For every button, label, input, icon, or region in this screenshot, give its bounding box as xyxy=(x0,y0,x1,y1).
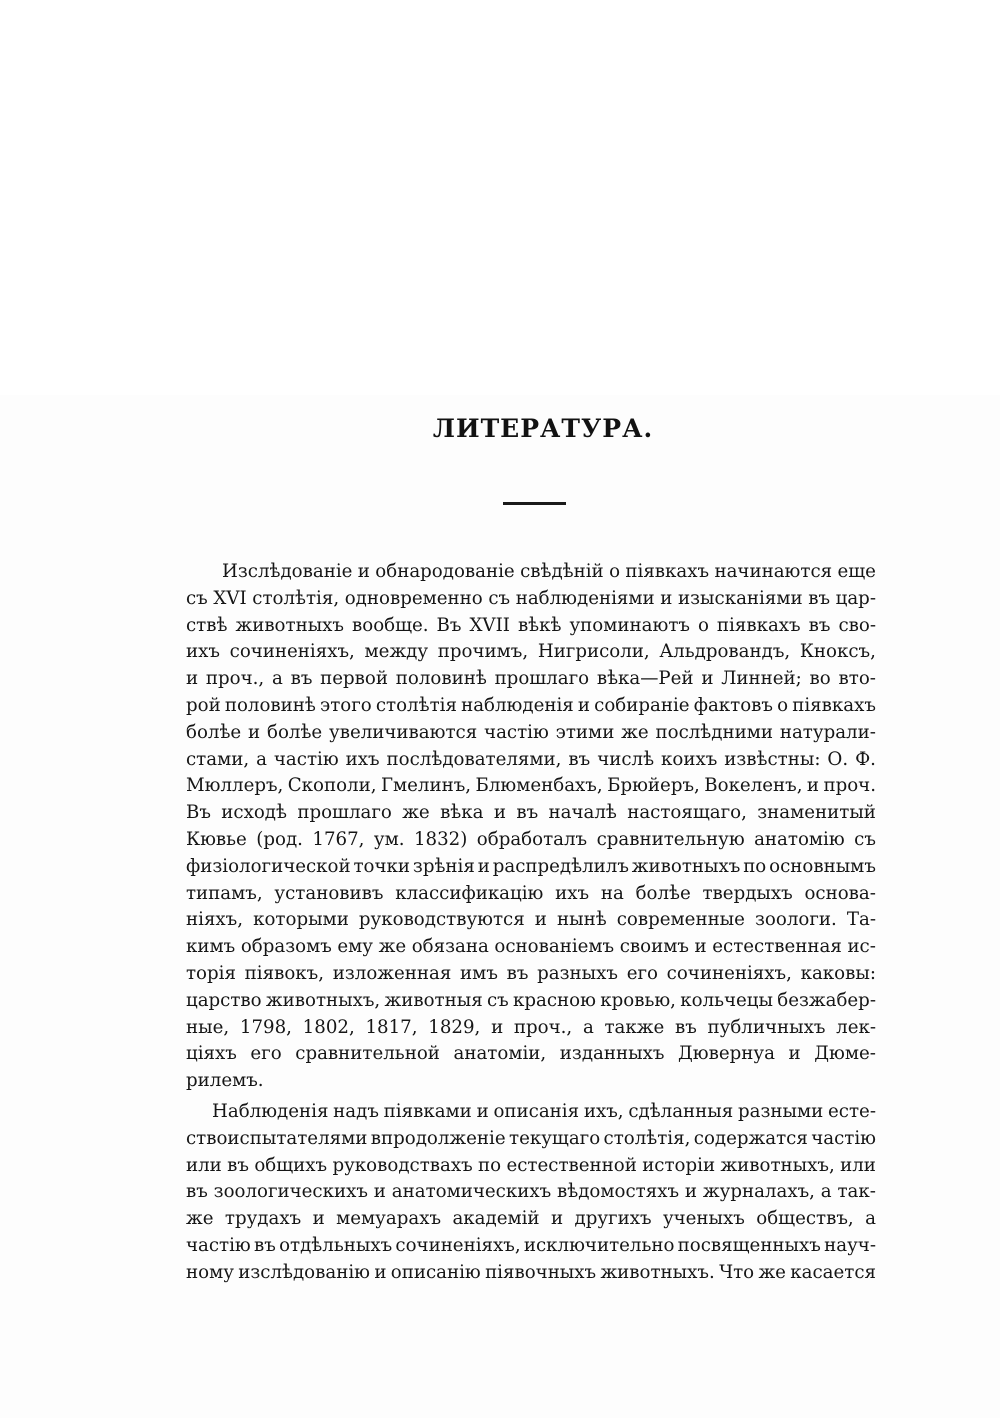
word: и xyxy=(493,802,506,824)
word: и xyxy=(186,668,199,690)
word: Кноксъ, xyxy=(799,641,876,663)
word: ствоиспытателями xyxy=(186,1127,368,1149)
word: ис- xyxy=(847,936,876,958)
text-line xyxy=(186,693,876,720)
word: изданныхъ xyxy=(559,1043,665,1065)
word: въ xyxy=(290,668,313,690)
word: а xyxy=(582,1016,594,1038)
word: ихъ xyxy=(345,748,380,770)
word: въ xyxy=(186,1181,208,1203)
word: прошлаго xyxy=(494,668,590,690)
word: сво- xyxy=(838,614,876,636)
word: коихъ xyxy=(661,748,718,770)
word: (род. xyxy=(256,828,303,850)
word: частію xyxy=(186,1234,251,1256)
word: наблюденія xyxy=(461,694,574,716)
word: же xyxy=(378,936,407,958)
word: образомъ xyxy=(240,936,332,958)
text-line xyxy=(186,1126,876,1153)
text-line xyxy=(186,961,876,988)
word: числѣ xyxy=(597,748,655,770)
word: его xyxy=(250,1043,282,1065)
word: упоминаютъ xyxy=(569,614,690,636)
word: обязана xyxy=(411,936,489,958)
word: Наблюденія xyxy=(212,1100,329,1122)
word: животныхъ, xyxy=(265,989,381,1011)
word: общихъ xyxy=(254,1154,328,1176)
word: и xyxy=(701,668,714,690)
word: съ xyxy=(854,828,876,850)
word: по xyxy=(478,1154,502,1176)
word: частію xyxy=(811,1127,876,1149)
word: ему xyxy=(337,936,374,958)
word: а xyxy=(865,1208,876,1230)
word: съ xyxy=(186,587,208,609)
word: піявкахъ xyxy=(716,614,801,636)
word: піявками xyxy=(383,1100,472,1122)
word: извѣстны: xyxy=(724,748,821,770)
word: піявкахъ xyxy=(625,561,710,582)
word: по xyxy=(743,855,767,877)
word: касается xyxy=(790,1261,876,1283)
word: 1829, xyxy=(428,1016,481,1038)
word: посвященныхъ xyxy=(677,1234,821,1256)
word: типамъ, xyxy=(186,882,263,904)
word: а xyxy=(271,668,283,690)
word: сочиненіяхъ, xyxy=(395,1234,521,1256)
word: так- xyxy=(837,1181,876,1203)
word: первой xyxy=(320,668,388,690)
word: проч., xyxy=(205,668,265,690)
word: руководствуются xyxy=(358,909,525,931)
word: и xyxy=(684,1181,698,1203)
word: проч., xyxy=(513,1016,573,1038)
word: ціяхъ xyxy=(186,1043,237,1065)
text-line xyxy=(186,1015,876,1042)
word: этого xyxy=(320,694,372,716)
word: твердыхъ xyxy=(702,882,793,904)
word: сочиненіяхъ, xyxy=(666,962,792,984)
body-text xyxy=(186,559,876,1287)
word: или xyxy=(840,1154,876,1176)
word: другихъ xyxy=(574,1208,652,1230)
word: ихъ, xyxy=(583,1100,624,1122)
word: и xyxy=(534,909,547,931)
word: своимъ xyxy=(619,936,689,958)
word: кольчецы xyxy=(680,989,773,1011)
word: частію xyxy=(273,748,339,770)
word: Мюллеръ, xyxy=(186,775,284,797)
word: академій xyxy=(452,1208,540,1230)
word: вѣдомостяхъ xyxy=(557,1181,680,1203)
word: Линней; xyxy=(721,668,802,690)
word: Дюме- xyxy=(814,1043,876,1065)
text-line xyxy=(186,1260,876,1287)
word: свѣдѣній xyxy=(520,561,604,582)
word: сравнительную xyxy=(596,828,745,850)
word: половинѣ xyxy=(224,694,316,716)
word: сочиненіяхъ, xyxy=(229,641,355,663)
word: Альдровандъ, xyxy=(659,641,791,663)
text-line xyxy=(186,613,876,640)
word: О. xyxy=(827,748,849,770)
paragraph xyxy=(186,559,876,1095)
word: классификацію xyxy=(395,882,544,904)
word: Дювернуа xyxy=(678,1043,775,1065)
word: въ xyxy=(808,614,831,636)
chapter-title: ЛИТЕРАТУРА. xyxy=(432,414,654,443)
word: и xyxy=(660,587,673,609)
text-line xyxy=(186,1206,876,1233)
word: на xyxy=(600,882,624,904)
word: рой xyxy=(186,694,221,716)
word: этими xyxy=(555,721,615,743)
word: Гмелинъ, xyxy=(380,775,472,797)
word: впродолженіе xyxy=(370,1127,506,1149)
word: натурали- xyxy=(779,721,876,743)
word: стами, xyxy=(186,748,250,770)
word: зрѣнія xyxy=(412,855,475,877)
word: анатомію xyxy=(754,828,845,850)
text-line xyxy=(186,934,876,961)
text-line xyxy=(186,907,876,934)
word: и xyxy=(248,721,261,743)
word: основа- xyxy=(804,882,876,904)
word: и xyxy=(312,1208,325,1230)
text-line xyxy=(186,1179,876,1206)
word: и xyxy=(357,561,370,582)
text-line xyxy=(186,639,876,666)
word: каковы: xyxy=(800,962,876,984)
text-line xyxy=(186,1153,876,1180)
word: 1802, xyxy=(302,1016,355,1038)
word: современные xyxy=(616,909,745,931)
word: же xyxy=(758,1261,786,1283)
word: между xyxy=(364,641,429,663)
word: въ xyxy=(568,748,591,770)
word: текущаго xyxy=(509,1127,601,1149)
word: одновременно xyxy=(344,587,483,609)
word: цар- xyxy=(835,587,876,609)
word: въ xyxy=(227,1154,249,1176)
word: сравнительной xyxy=(295,1043,440,1065)
word: и xyxy=(788,1043,801,1065)
word: наблюденіями xyxy=(515,587,655,609)
text-line xyxy=(186,800,876,827)
word: вто- xyxy=(838,668,876,690)
word: царство xyxy=(186,989,262,1011)
word: и xyxy=(477,855,490,877)
word: ученыхъ xyxy=(662,1208,745,1230)
word: ихъ xyxy=(186,641,220,663)
word: журналахъ, xyxy=(702,1181,815,1203)
word: описанію xyxy=(390,1261,481,1283)
word: столѣтія, xyxy=(252,587,340,609)
word: 1767, xyxy=(312,828,365,850)
word: фактовъ xyxy=(693,694,773,716)
word: болѣе xyxy=(186,721,242,743)
word: и xyxy=(374,1261,387,1283)
word: точки xyxy=(353,855,411,877)
word: основнымъ xyxy=(769,855,876,877)
word: вѣка xyxy=(440,802,484,824)
word: Кювье xyxy=(186,828,247,850)
word: вѣка—Рей xyxy=(596,668,694,690)
word: же xyxy=(186,1208,214,1230)
word: или xyxy=(186,1154,222,1176)
word: которыми xyxy=(253,909,349,931)
word: надъ xyxy=(333,1100,379,1122)
text-line xyxy=(186,773,876,800)
text-line xyxy=(186,827,876,854)
word: сдѣланныя xyxy=(628,1100,734,1122)
word: животныя xyxy=(384,989,483,1011)
word: разныхъ xyxy=(537,962,618,984)
title-rule xyxy=(503,502,566,505)
word: животныхъ. xyxy=(600,1261,715,1283)
word: и xyxy=(550,1208,564,1230)
word: настоящаго, xyxy=(627,802,747,824)
word: 1817, xyxy=(365,1016,418,1038)
word: прочимъ, xyxy=(437,641,529,663)
word: естественной xyxy=(506,1154,637,1176)
word: и xyxy=(476,1100,489,1122)
word: піявочныхъ xyxy=(485,1261,597,1283)
word: разными xyxy=(738,1100,824,1122)
word: о xyxy=(697,614,709,636)
word: зоологическихъ xyxy=(213,1181,368,1203)
text-line xyxy=(186,1041,876,1068)
word: изслѣдованію xyxy=(238,1261,370,1283)
word: столѣтія xyxy=(375,694,457,716)
word: исключительно xyxy=(523,1234,675,1256)
text-line xyxy=(186,747,876,774)
word: же xyxy=(402,802,430,824)
word: лек- xyxy=(836,1016,876,1038)
text-line xyxy=(186,881,876,908)
text-line xyxy=(186,586,876,613)
word: въ xyxy=(675,1016,697,1038)
word: ствѣ xyxy=(186,614,228,636)
word: кимъ xyxy=(186,936,236,958)
word: и xyxy=(806,775,820,797)
word: послѣдователями, xyxy=(386,748,562,770)
word: науч- xyxy=(824,1234,876,1256)
word: анатомическихъ xyxy=(391,1181,552,1203)
word: въ xyxy=(254,1234,276,1256)
paragraph xyxy=(186,1099,876,1287)
text-line xyxy=(186,720,876,747)
word: въ xyxy=(516,802,539,824)
word: и xyxy=(577,694,591,716)
word: начинаются xyxy=(714,561,833,582)
word: отдѣльныхъ xyxy=(279,1234,393,1256)
text-line xyxy=(186,1233,876,1260)
word: публичныхъ xyxy=(707,1016,826,1038)
word: нынѣ xyxy=(556,909,607,931)
word: собираніе xyxy=(594,694,690,716)
word: началѣ xyxy=(548,802,617,824)
word: 1798, xyxy=(239,1016,292,1038)
word: Что xyxy=(719,1261,755,1283)
word: увеличиваются xyxy=(329,721,478,743)
word: ніяхъ, xyxy=(186,909,244,931)
word: же xyxy=(621,721,649,743)
word: ному xyxy=(186,1261,234,1283)
word: столѣтія, xyxy=(603,1127,691,1149)
word: содержатся xyxy=(693,1127,808,1149)
word: болѣе xyxy=(635,882,691,904)
word: XVI xyxy=(213,587,247,609)
word: еще xyxy=(837,561,876,582)
word: анатоміи, xyxy=(453,1043,547,1065)
word: и xyxy=(491,1016,504,1038)
text-line xyxy=(186,666,876,693)
word: половинѣ xyxy=(395,668,487,690)
word: обнародованіе xyxy=(375,561,515,582)
text-line xyxy=(186,988,876,1015)
word: болѣе xyxy=(267,721,323,743)
word: есте- xyxy=(828,1100,876,1122)
word: въ xyxy=(808,587,831,609)
word: ихъ xyxy=(555,882,590,904)
word: вообще. xyxy=(352,614,429,636)
word: исходѣ xyxy=(221,802,287,824)
word: съ xyxy=(486,989,509,1011)
word: Блюменбахъ, xyxy=(475,775,603,797)
word: піявкахъ xyxy=(792,694,876,716)
word: Брюйеръ, xyxy=(607,775,700,797)
word: безжабер- xyxy=(777,989,876,1011)
word: его xyxy=(626,962,658,984)
word: а xyxy=(256,748,267,770)
word: Вокеленъ, xyxy=(704,775,803,797)
word: обществъ, xyxy=(756,1208,854,1230)
word: трудахъ xyxy=(224,1208,302,1230)
word: во xyxy=(809,668,831,690)
word: проч. xyxy=(823,775,876,797)
text-line xyxy=(186,1068,876,1095)
word: послѣдними xyxy=(655,721,773,743)
word: также xyxy=(604,1016,665,1038)
word: кровью, xyxy=(600,989,676,1011)
text-line xyxy=(186,854,876,881)
text-line xyxy=(186,559,876,586)
word: животныхъ xyxy=(235,614,344,636)
word: ные, xyxy=(186,1016,230,1038)
word: прошлаго xyxy=(297,802,392,824)
word: 1832) xyxy=(413,828,468,850)
word: рилемъ. xyxy=(186,1070,264,1092)
word: изложенная xyxy=(332,962,452,984)
word: и xyxy=(694,936,707,958)
word: ум. xyxy=(373,828,405,850)
word: знаменитый xyxy=(757,802,876,824)
word: описанія xyxy=(493,1100,580,1122)
word: Скополи, xyxy=(287,775,377,797)
word: исторіи xyxy=(642,1154,716,1176)
word: XVII xyxy=(469,614,510,636)
word: красною xyxy=(513,989,596,1011)
word: и xyxy=(373,1181,386,1203)
word: о xyxy=(609,561,621,582)
word: о xyxy=(777,694,789,716)
word: естественная xyxy=(712,936,842,958)
word: обработалъ xyxy=(476,828,588,850)
word: піявокъ, xyxy=(244,962,324,984)
word: зоологи. xyxy=(755,909,837,931)
word: частію xyxy=(484,721,549,743)
word: распредѣлилъ xyxy=(492,855,629,877)
word: Ф. xyxy=(855,748,876,770)
word: Изслѣдованіе xyxy=(222,561,353,582)
word: мемуарахъ xyxy=(336,1208,442,1230)
word: руководствахъ xyxy=(332,1154,473,1176)
word: имъ xyxy=(460,962,498,984)
word: основаніемъ xyxy=(494,936,615,958)
word: въ xyxy=(506,962,529,984)
word: Та- xyxy=(846,909,876,931)
word: Въ xyxy=(436,614,462,636)
word: изысканіями xyxy=(678,587,803,609)
word: вѣкѣ xyxy=(517,614,562,636)
word: Въ xyxy=(186,802,211,824)
word: торія xyxy=(186,962,236,984)
text-line xyxy=(186,1099,876,1126)
word: Нигрисоли, xyxy=(537,641,650,663)
word: животныхъ xyxy=(631,855,741,877)
word: а xyxy=(820,1181,832,1203)
word: животныхъ, xyxy=(720,1154,835,1176)
word: физіологической xyxy=(186,855,351,877)
word: установивъ xyxy=(274,882,384,904)
word: съ xyxy=(488,587,511,609)
